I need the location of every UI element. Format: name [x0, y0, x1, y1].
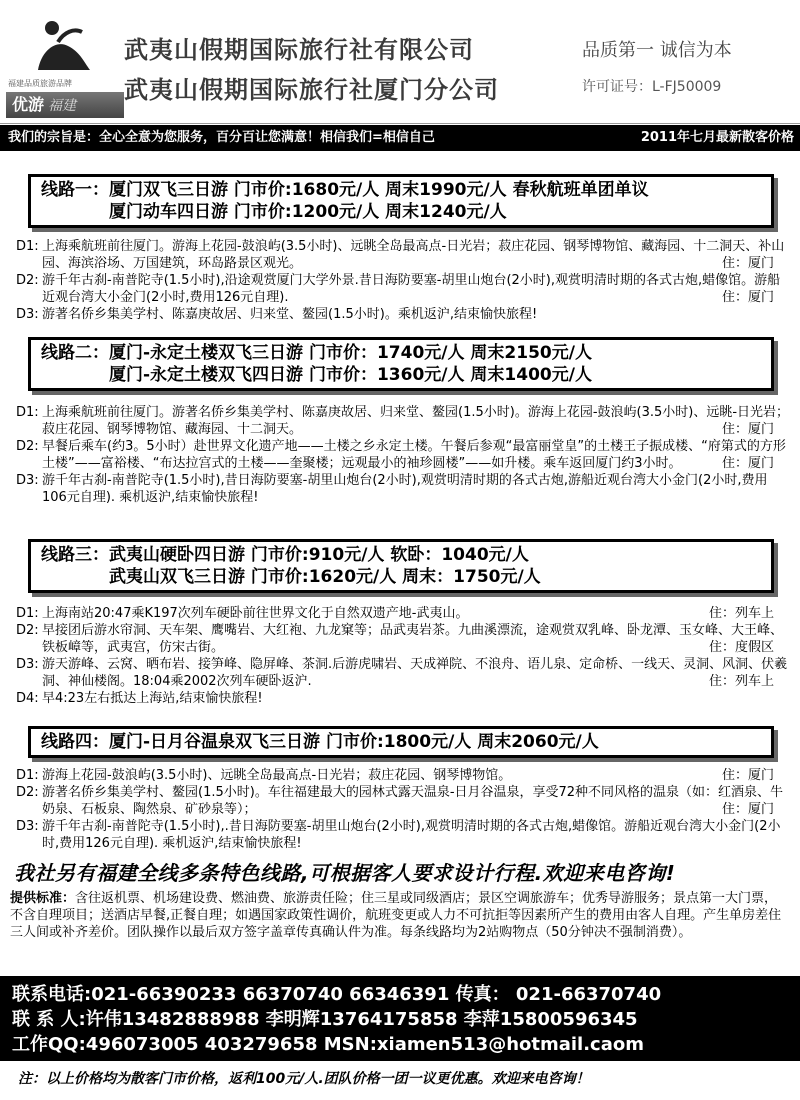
day-stay: 住：厦门 [721, 802, 774, 817]
route-4-day-3 [16, 818, 792, 852]
day-stay: 住：厦门 [721, 768, 774, 783]
day-text: 上海乘航班前往厦门。游著名侨乡集美学村、陈嘉庚故居、归来堂、鳌园(1.5小时)。游海上花园-鼓浪屿(3.5小时)、远眺-日光岩；菽庄花园、钢琴博物馆、藏海园、十二洞天。 [42, 405, 790, 437]
day-label: D1: [16, 405, 39, 420]
day-text: 游千年古刹-南普陀寺(1.5小时),.昔日海防要塞-胡里山炮台(2小时),观赏明清时期的各式古炮,蜡像馆。游船近观台湾大小金门(2小时,费用126元自理). 乘机返沪,结束愉快旅程! [42, 819, 781, 851]
contact-phone: 联系电话:021-66390233 66370740 66346391 传真： 021-66370740 [12, 984, 662, 1005]
day-label: D1: [16, 239, 39, 254]
logo-brand-name: 优游 [12, 95, 45, 114]
day-label: D3: [16, 307, 39, 322]
logo [6, 8, 118, 120]
contact-panel [0, 976, 800, 1061]
day-text: 上海乘航班前往厦门。游海上花园-鼓浪屿(3.5小时)、远眺全岛最高点-日光岩；菽庄花园、钢琴博物馆、藏海园、十二洞天、补山园、海滨浴场、万国建筑，环岛路景区观光。 [42, 239, 785, 271]
day-text: 早餐后乘车(约3。5小时）赴世界文化遗产地——土楼之乡永定土楼。午餐后参观“最富丽堂皇”的土楼王子振成楼、“府第式的方形土楼”——富裕楼、“布达拉宫式的土楼——奎聚楼；远观最小的袖珍圆楼”——如升楼。乘车返回厦门约3小时。 [42, 439, 786, 471]
service-standards [10, 890, 788, 941]
route-2-day-1 [16, 404, 792, 438]
day-label: D1: [16, 606, 39, 621]
day-label: D3: [16, 657, 39, 672]
contact-qq-msn: 工作QQ:496073005 403279658 MSN:xiamen513@hotmail.caom [12, 1034, 644, 1055]
day-stay: 住：厦门 [721, 290, 774, 305]
day-text: 游千年古刹-南普陀寺(1.5小时),昔日海防要塞-胡里山炮台(2小时),观赏明清时期的各式古炮,游船近观台湾大小金门(2小时,费用106元自理). 乘机返沪,结束愉快旅程! [42, 473, 768, 505]
day-label: D2: [16, 439, 39, 454]
logo-brand [6, 92, 124, 118]
route-1-day-2 [16, 272, 792, 306]
day-text: 游著名侨乡集美学村、陈嘉庚故居、归来堂、鳌园(1.5小时)。乘机返沪,结束愉快旅程! [42, 307, 538, 322]
day-text: 游千年古刹-南普陀寺(1.5小时),沿途观赏厦门大学外景.昔日海防要塞-胡里山炮台(2小时),观赏明清时期的各式古炮,蜡像馆。游船近观台湾大小金门(2小时,费用126元自理). [42, 273, 781, 305]
day-text: 游著名侨乡集美学村、鳌园(1.5小时)。车往福建最大的园林式露天温泉-日月谷温泉，享受72种不同风格的温泉（如：红酒泉、牛奶泉、石板泉、陶然泉、矿砂泉等）； [42, 785, 784, 817]
route-3-day-3 [16, 656, 792, 690]
route-2-day-2 [16, 438, 792, 472]
day-stay: 住：厦门 [721, 256, 774, 271]
route-1-itinerary [16, 238, 792, 323]
day-label: D4: [16, 691, 39, 706]
contact-persons: 联 系 人:许伟13482888988 李明辉13764175858 李萍15800596345 [12, 1009, 638, 1030]
day-stay: 住：厦门 [721, 456, 774, 471]
day-stay: 住：列车上 [708, 606, 774, 621]
route-2-header [28, 337, 774, 391]
logo-tagline: 福建品质旅游品牌 [8, 79, 72, 88]
slogan: 品质第一 诚信为本 [582, 40, 732, 61]
logo-figure-icon [28, 18, 92, 72]
route-3-day-1 [16, 605, 792, 622]
day-stay: 住：度假区 [708, 640, 774, 655]
logo-brand-region: 福建 [48, 98, 77, 114]
route-2-itinerary [16, 404, 792, 506]
route-3-itinerary [16, 605, 792, 707]
day-text: 游海上花园-鼓浪屿(3.5小时)、远眺全岛最高点-日光岩；菽庄花园、钢琴博物馆。 [42, 768, 512, 783]
route-4-header [28, 726, 774, 758]
price-footnote: 注：以上价格均为散客门市价格，返利100元/人.团队价格一团一议更优惠。欢迎来电咨询！ [18, 1071, 590, 1087]
route-4-line-1: 线路四：厦门-日月谷温泉双飞三日游 门市价:1800元/人 周末2060元/人 [41, 732, 599, 752]
company-name-branch: 武夷山假期国际旅行社厦门分公司 [124, 76, 499, 104]
route-4-itinerary [16, 767, 792, 852]
license-number: 许可证号：L-FJ50009 [582, 79, 722, 95]
motto-banner [0, 125, 800, 151]
route-2-line-1: 线路二：厦门-永定土楼双飞三日游 门市价：1740元/人 周末2150元/人 [41, 343, 592, 363]
price-title: 2011年七月最新散客价格 [640, 130, 794, 145]
header [0, 0, 800, 124]
route-2-line-2: 厦门-永定土楼双飞四日游 门市价：1360元/人 周末1400元/人 [109, 365, 592, 385]
route-1-day-1 [16, 238, 792, 272]
route-1-header [28, 174, 774, 228]
route-1-line-2: 厦门动车四日游 门市价:1200元/人 周末1240元/人 [109, 202, 507, 222]
route-3-day-4 [16, 690, 792, 707]
day-text: 早接团后游水帘洞、天车架、鹰嘴岩、大红袍、九龙窠等；品武夷岩茶。九曲溪漂流，途观赏双乳峰、卧龙潭、玉女峰、大王峰、铁板嶂等，武夷宫，仿宋古街。 [42, 623, 784, 655]
day-stay: 住：列车上 [708, 674, 774, 689]
route-3-line-1: 线路三：武夷山硬卧四日游 门市价:910元/人 软卧：1040元/人 [41, 545, 529, 565]
promo-headline: 我社另有福建全线多条特色线路,可根据客人要求设计行程.欢迎来电咨询! [14, 861, 676, 885]
company-name-main: 武夷山假期国际旅行社有限公司 [124, 36, 474, 64]
service-standards-text: 含往返机票、机场建设费、燃油费、旅游责任险；住三星或同级酒店；景区空调旅游车；优秀导游服务；景点第一大门票，不含自理项目；送酒店早餐,正餐自理；如遇国家政策性调价，航班变更或人力不可抗拒等因素所产生的费用由客人自理。产生单房差住三人间或补齐差价。团队操作以最后双方签字盖章传真确认件为准。每条线路均为2站购物点（50分钟决不强制消费）。 [10, 891, 782, 940]
day-label: D3: [16, 819, 39, 834]
route-3-day-2 [16, 622, 792, 656]
route-4-day-2 [16, 784, 792, 818]
route-3-header [28, 539, 774, 593]
route-2-day-3 [16, 472, 792, 506]
route-3-line-2: 武夷山双飞三日游 门市价:1620元/人 周末：1750元/人 [109, 567, 541, 587]
route-1-day-3 [16, 306, 792, 323]
day-text: 上海南站20:47乘K197次列车硬卧前往世界文化于自然双遗产地-武夷山。 [42, 606, 469, 621]
day-stay: 住：厦门 [721, 422, 774, 437]
day-label: D2: [16, 785, 39, 800]
day-label: D2: [16, 273, 39, 288]
motto-text: 我们的宗旨是：全心全意为您服务，百分百让您满意！相信我们=相信自己 [8, 130, 435, 145]
day-label: D3: [16, 473, 39, 488]
route-1-line-1: 线路一：厦门双飞三日游 门市价:1680元/人 周末1990元/人 春秋航班单团单议 [41, 180, 649, 200]
service-standards-label: 提供标准： [10, 891, 76, 906]
day-label: D2: [16, 623, 39, 638]
route-4-day-1 [16, 767, 792, 784]
day-label: D1: [16, 768, 39, 783]
day-text: 早4:23左右抵达上海站,结束愉快旅程! [42, 691, 263, 706]
day-text: 游天游峰、云窝、晒布岩、接笋峰、隐屏峰、茶洞.后游虎啸岩、天成禅院、不浪舟、语儿泉、定命桥、一线天、灵洞、风洞、伏羲洞、神仙楼阁。18:04乘2002次列车硬卧返沪. [42, 657, 788, 689]
